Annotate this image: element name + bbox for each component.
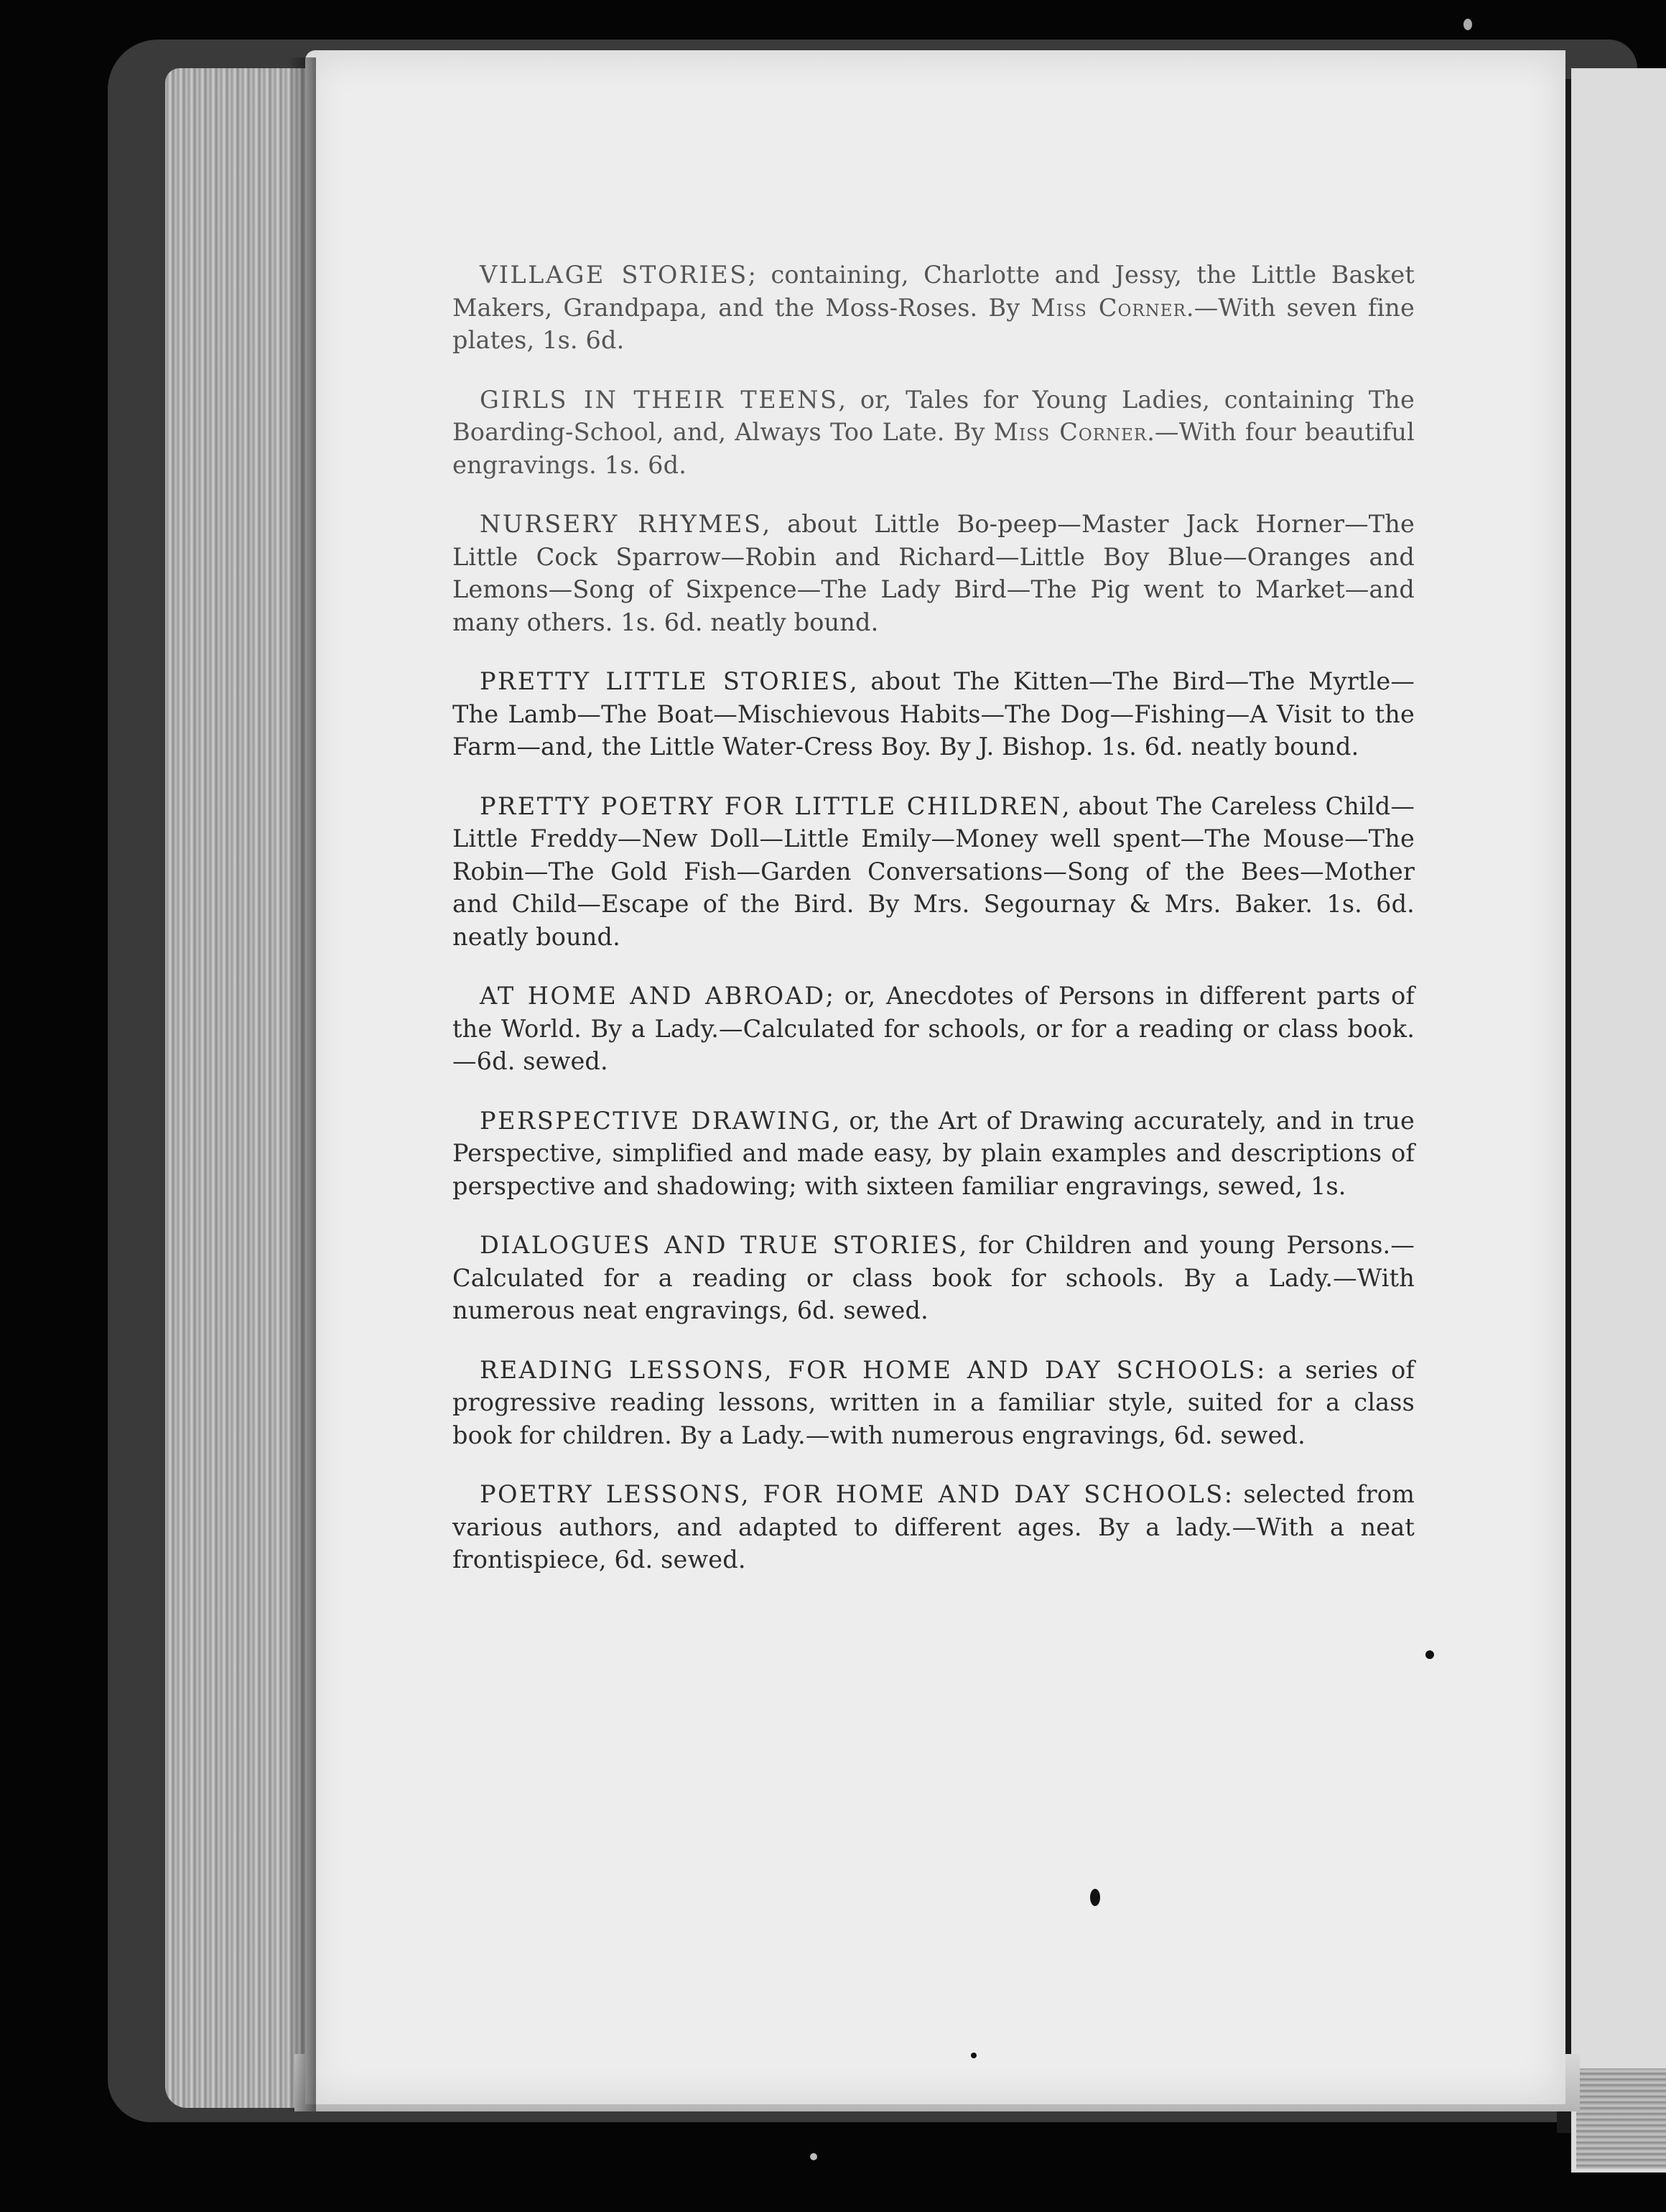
entry-title: GIRLS IN THEIR TEENS	[480, 385, 839, 414]
entry-author: Miss Corner	[993, 418, 1148, 446]
entry-separator: ,	[838, 385, 860, 414]
catalogue-entry	[452, 1354, 1415, 1452]
entry-title: NURSERY RHYMES	[480, 510, 763, 538]
catalogue-entry	[452, 665, 1415, 763]
entry-text: or, Tales for Young Ladies, containing The Boarding-School, and, Always Too Late. By	[452, 385, 1415, 446]
entry-separator: ,	[850, 667, 871, 695]
catalogue-entry	[452, 1105, 1415, 1203]
entry-title: POETRY LESSONS, FOR HOME AND DAY SCHOOLS	[480, 1480, 1224, 1508]
catalogue-text	[452, 259, 1415, 1603]
catalogue-entry	[452, 980, 1415, 1078]
ink-spot	[971, 2053, 977, 2058]
ink-spot	[810, 2153, 817, 2160]
entry-title: PERSPECTIVE DRAWING	[480, 1106, 832, 1135]
ink-spot	[1463, 19, 1472, 30]
ink-spot	[1090, 1889, 1100, 1906]
catalogue-entry	[452, 508, 1415, 638]
page-shadow	[287, 57, 316, 2111]
catalogue-entry	[452, 790, 1415, 954]
entry-text: about Little Bo-peep—Master Jack Horner—The Little Cock Sparrow—Robin and Richard—Little Boy Blue—Oranges and Lemons—Song of Sixpence—The Lady Bird—The Pig went to Market—and many others. 1s. 6d. neatly bound.	[452, 510, 1415, 636]
entry-separator: ;	[825, 982, 844, 1010]
entry-separator: ,	[832, 1106, 850, 1135]
catalogue-entry	[452, 1478, 1415, 1576]
entry-separator: ,	[762, 510, 788, 538]
entry-title: VILLAGE STORIES	[480, 261, 748, 289]
facing-page-edges	[1576, 2068, 1666, 2169]
entry-title: PRETTY POETRY FOR LITTLE CHILDREN	[480, 791, 1062, 820]
entry-tail: .—With seven fine plates, 1s. 6d.	[452, 293, 1415, 354]
catalogue-entry	[452, 1229, 1415, 1327]
entry-author: Miss Corner	[1030, 293, 1186, 322]
entry-tail: .—With four beautiful engravings. 1s. 6d.	[452, 418, 1415, 479]
entry-text: about The Kitten—The Bird—The Myrtle—The Lamb—The Boat—Mischievous Habits—The Dog—Fishing—A Visit to the Farm—and, the Little Water-Cress Boy. By J. Bishop. 1s. 6d. neatly bound.	[452, 667, 1415, 761]
entry-title: READING LESSONS, FOR HOME AND DAY SCHOOLS	[480, 1355, 1257, 1384]
facing-page	[1571, 68, 1666, 2172]
ink-spot	[1425, 1650, 1434, 1659]
entry-title: DIALOGUES AND TRUE STORIES	[480, 1231, 959, 1259]
entry-text: containing, Charlotte and Jessy, the Little Basket Makers, Grandpapa, and the Moss-Roses. By	[452, 261, 1415, 322]
entry-text: a series of progressive reading lessons, written in a familiar style, suited for a class book for children. By a Lady.—with numerous engravings, 6d. sewed.	[452, 1355, 1415, 1449]
entry-text: about The Careless Child—Little Freddy—New Doll—Little Emily—Money well spent—The Mouse—The Robin—The Gold Fish—Garden Conversations—Song of the Bees—Mother and Child—Escape of the Bird. By Mrs. Segournay & Mrs. Baker. 1s. 6d. neatly bound.	[452, 791, 1415, 951]
entry-separator: ;	[748, 261, 771, 289]
catalogue-entry	[452, 259, 1415, 357]
entry-separator: :	[1257, 1355, 1278, 1384]
entry-text: selected from various authors, and adapted to different ages. By a lady.—With a neat frontispiece, 6d. sewed.	[452, 1480, 1415, 1574]
entry-text: for Children and young Persons.—Calculated for a reading or class book for schools. By a Lady.—With numerous neat engravings, 6d. sewed.	[452, 1231, 1415, 1324]
entry-separator: ,	[959, 1231, 979, 1259]
catalogue-entry	[452, 384, 1415, 482]
entry-separator: :	[1224, 1480, 1244, 1508]
entry-title: AT HOME AND ABROAD	[480, 982, 826, 1010]
entry-text: or, Anecdotes of Persons in different parts of the World. By a Lady.—Calculated for schools, or for a reading or class book.—6d. sewed.	[452, 982, 1415, 1075]
entry-title: PRETTY LITTLE STORIES	[480, 667, 850, 695]
entry-text: or, the Art of Drawing accurately, and in true Perspective, simplified and made easy, by plain examples and descriptions of perspective and shadowing; with sixteen familiar engravings, sewed, 1s.	[452, 1106, 1415, 1200]
entry-separator: ,	[1061, 791, 1079, 820]
